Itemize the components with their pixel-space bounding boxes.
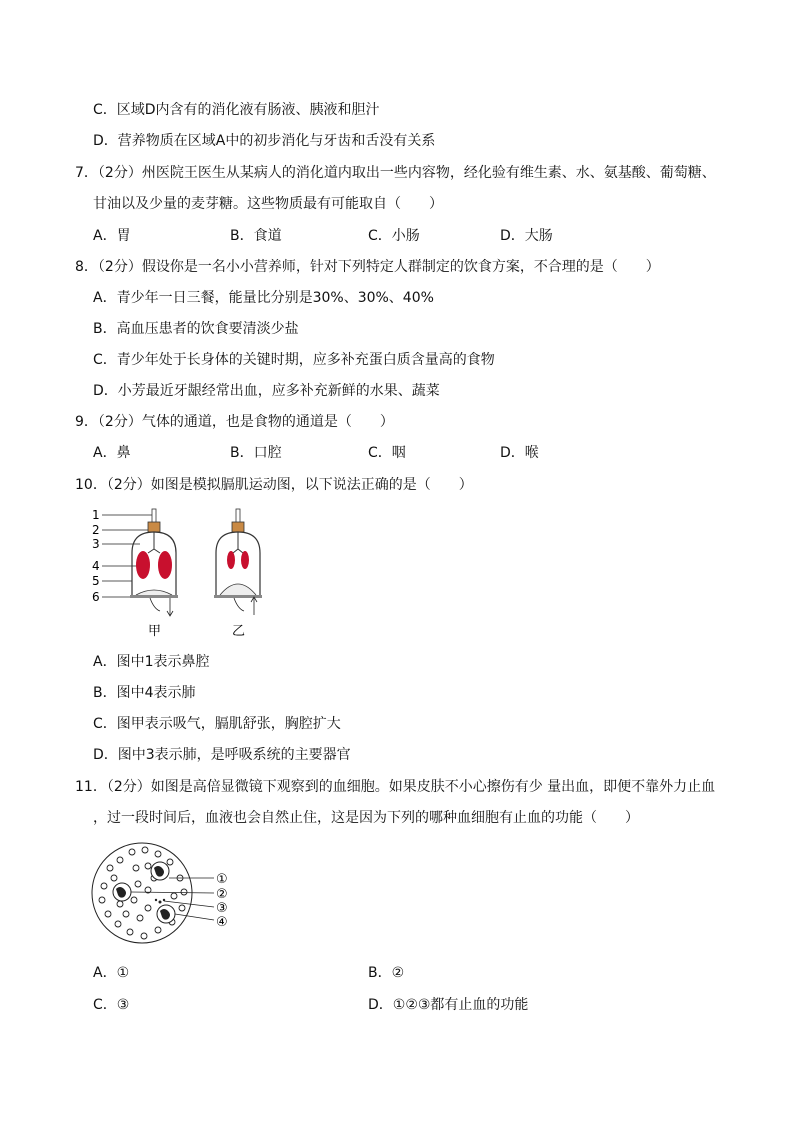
diaphragm-model-figure [88, 505, 288, 640]
q10-option-b: B．图中4表示肺 [93, 685, 196, 701]
q11-option-a: A．① [93, 965, 130, 981]
apparatus-jia [130, 509, 178, 616]
q7-stem-line2: 甘油以及少量的麦芽糖。这些物质最有可能取自（ ） [93, 196, 443, 212]
q11-option-c: C．③ [93, 997, 130, 1013]
cell-label-3: ③ [216, 901, 228, 916]
q6-option-c: C．区域D内含有的消化液有肠液、胰液和胆汁 [93, 102, 380, 118]
q8-option-c: C．青少年处于长身体的关键时期，应多补充蛋白质含量高的食物 [93, 352, 495, 368]
q11-stem-line1: 11．（2分）如图是高倍显微镜下观察到的血细胞。如果皮肤不小心擦伤有少 量出血，即便不靠外力止血 [75, 779, 716, 795]
q11-option-d: D．①②③都有止血的功能 [368, 997, 529, 1013]
figure-label-1: 1 [92, 508, 100, 522]
figure-label-3: 3 [92, 537, 100, 551]
cell-label-4: ④ [216, 915, 228, 930]
q8-stem: 8．（2分）假设你是一名小小营养师，针对下列特定人群制定的饮食方案，不合理的是（ ） [75, 259, 660, 275]
cell-label-1: ① [216, 872, 228, 887]
q11-stem-line2: ，过一段时间后，血液也会自然止住，这是因为下列的哪种血细胞有止血的功能（ ） [93, 810, 639, 826]
q10-option-a: A．图中1表示鼻腔 [93, 654, 210, 670]
figure-label-4: 4 [92, 559, 100, 573]
q8-option-d: D．小芳最近牙龈经常出血，应多补充新鲜的水果、蔬菜 [93, 383, 440, 399]
q8-option-a: A．青少年一日三餐，能量比分别是30%、30%、40% [93, 290, 434, 306]
q7-stem-line1: 7．（2分）州医院王医生从某病人的消化道内取出一些内容物，经化验有维生素、水、氨基酸、葡萄糖、 [75, 165, 716, 181]
q7-option-a: A．胃 [93, 228, 131, 244]
figure-label-2: 2 [92, 523, 100, 537]
q8-option-b: B．高血压患者的饮食要清淡少盐 [93, 321, 299, 337]
q9-option-c: C．咽 [368, 445, 406, 461]
q9-option-a: A．鼻 [93, 445, 131, 461]
q11-option-b: B．② [368, 965, 405, 981]
figure-label-6: 6 [92, 590, 100, 604]
q10-option-c: C．图甲表示吸气，膈肌舒张，胸腔扩大 [93, 716, 341, 732]
blood-cells-figure [90, 838, 250, 950]
q10-option-d: D．图中3表示肺，是呼吸系统的主要器官 [93, 747, 351, 763]
q6-option-d: D．营养物质在区域A中的初步消化与牙齿和舌没有关系 [93, 133, 436, 149]
apparatus-yi [214, 509, 262, 615]
q7-option-c: C．小肠 [368, 228, 420, 244]
figure-caption-jia: 甲 [148, 624, 162, 639]
q10-stem: 10．（2分）如图是模拟膈肌运动图，以下说法正确的是（ ） [75, 477, 473, 493]
figure-caption-yi: 乙 [232, 624, 246, 639]
cell-label-2: ② [216, 887, 228, 902]
white-blood-cell-3 [157, 905, 175, 923]
q9-stem: 9．（2分）气体的通道，也是食物的通道是（ ） [75, 414, 394, 430]
white-blood-cell-2 [113, 883, 131, 901]
q7-option-d: D．大肠 [500, 228, 553, 244]
q7-option-b: B．食道 [230, 228, 282, 244]
figure-label-5: 5 [92, 574, 100, 588]
q9-option-b: B．口腔 [230, 445, 282, 461]
q9-option-d: D．喉 [500, 445, 539, 461]
white-blood-cell-1 [151, 862, 169, 880]
